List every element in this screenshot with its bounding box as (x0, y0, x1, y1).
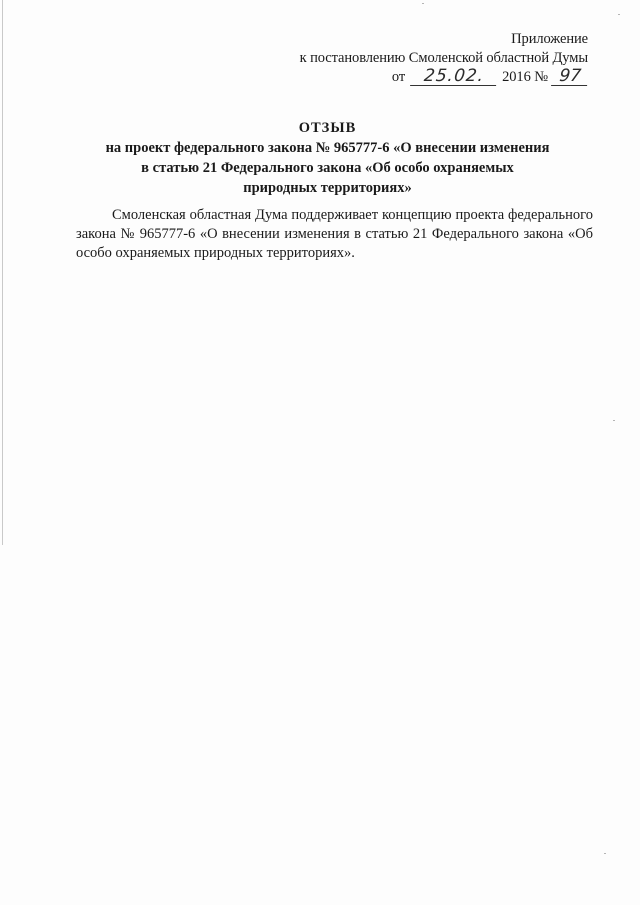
scan-speck (613, 420, 615, 421)
appendix-resolution: к постановлению Смоленской областной Думы (299, 50, 588, 66)
date-prefix: от (391, 69, 406, 85)
appendix-header (300, 30, 588, 87)
title-line-2: в статью 21 Федерального закона «Об особо охраняемых (141, 160, 514, 176)
scan-speck (422, 3, 424, 4)
appendix-date-row (392, 68, 588, 87)
scan-speck (604, 853, 606, 854)
appendix-label: Приложение (511, 31, 588, 47)
scan-edge-line (2, 0, 3, 545)
handwritten-date: 25.02. (410, 68, 498, 86)
document-title (60, 118, 595, 198)
body-paragraph: Смоленская областная Дума поддерживает концепцию проекта федерального закона № 965777-6 «О внесении изменения в статью 21 Федерального закона «Об особо охраняемых природных территориях». (76, 207, 593, 261)
title-line-1: на проект федерального закона № 965777-6 «О внесении изменения (105, 140, 550, 156)
handwritten-number: 97 (551, 68, 589, 86)
title-main: ОТЗЫВ (298, 120, 357, 136)
title-line-3: природных территориях» (243, 180, 412, 196)
year-and-number-sign: 2016 № (502, 69, 548, 85)
scan-speck (618, 14, 620, 15)
